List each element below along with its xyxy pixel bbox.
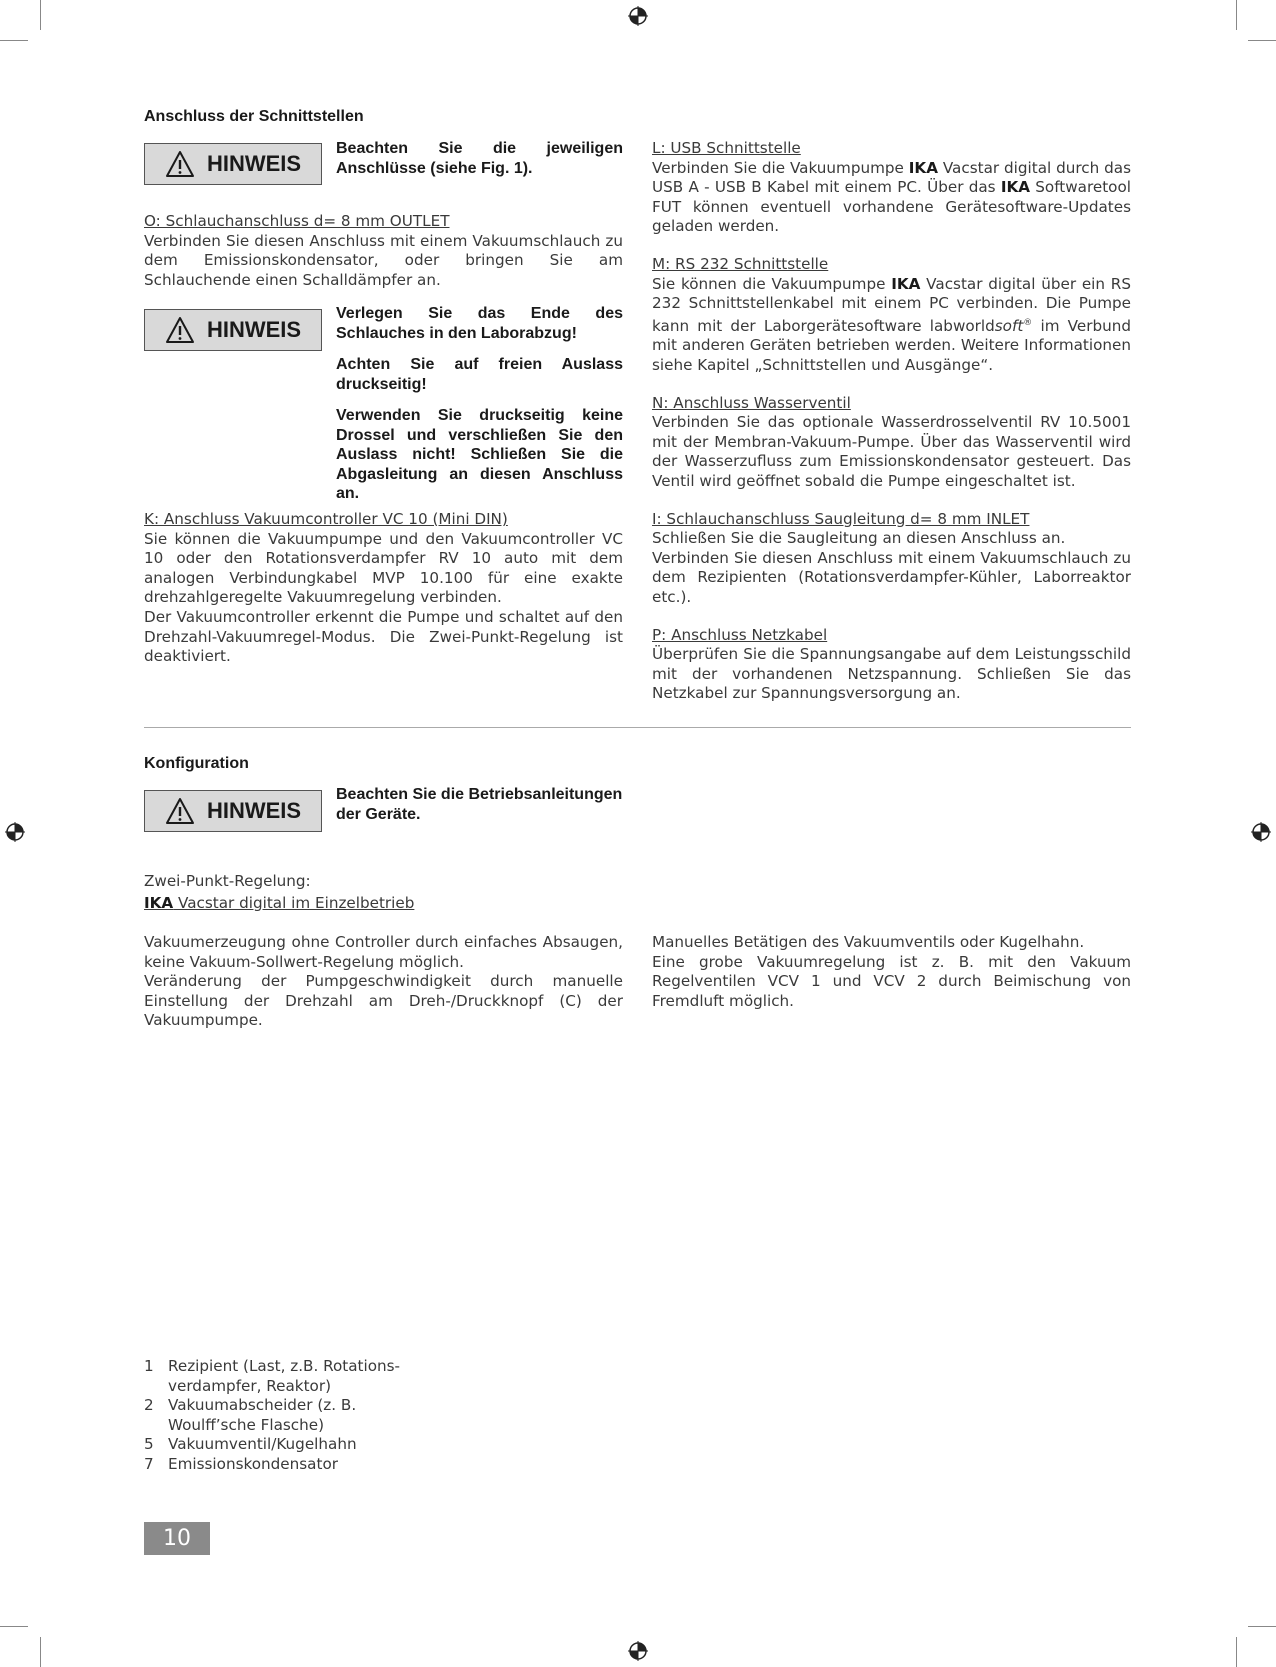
paragraph: Veränderung der Pumpgeschwindigkeit durch manuelle Einstellung der Drehzahl am Dreh-/Druckknopf (C) der Vakuumpumpe.: [144, 972, 623, 1030]
left-column: [144, 212, 623, 290]
legend-item: [144, 1357, 444, 1396]
legend-number: 5: [144, 1435, 154, 1454]
legend-text: Vakuumventil/Kugelhahn: [168, 1435, 357, 1454]
legend-number: 7: [144, 1454, 154, 1473]
legend-text: Rezipient (Last, z.B. Rotations- verdampfer, Reaktor): [168, 1357, 401, 1395]
l-text: Verbinden Sie die Vakuumpumpe IKA Vacstar digital durch das USB A - USB B Kabel mit einem PC. Über das IKA Softwaretool FUT können eventuell vorhandene Gerätesoftware-Updates geladen werden.: [652, 158, 1132, 236]
k-heading: K: Anschluss Vakuumcontroller VC 10 (Mini DIN): [144, 510, 508, 528]
paragraph: Manuelles Betätigen des Vakuumventils oder Kugelhahn.: [652, 933, 1085, 951]
l-heading: L: USB Schnittstelle: [652, 139, 801, 157]
n-heading: N: Anschluss Wasserventil: [652, 393, 851, 412]
paragraph: Eine grobe Vakuumregelung ist z. B. mit den Vakuum Regelventilen VCV 1 und VCV 2 durch Beimischung von Fremdluft möglich.: [652, 952, 1131, 1010]
p-text: Überprüfen Sie die Spannungsangabe auf dem Leistungsschild mit der vorhandenen Netzspannung. Schließen Sie das Netzkabel zur Spannungsversorgung an.: [652, 645, 1131, 703]
legend-text: Vakuumabscheider (z. B. Woulff’sche Flasche): [168, 1396, 357, 1434]
legend-number: 1: [144, 1357, 154, 1375]
legend-item: [144, 1435, 444, 1455]
o-text: Verbinden Sie diesen Anschluss mit einem Vakuumschlauch zu dem Emissionskondensator, oder bringen Sie am Schlauchende einen Schalldämpfer an.: [144, 231, 623, 289]
m-heading: M: RS 232 Schnittstelle: [652, 254, 829, 273]
hinweis-text: [336, 304, 623, 516]
subheading-block: [144, 872, 623, 913]
section-divider: [144, 727, 1131, 728]
figure-legend: [144, 1357, 444, 1475]
note-paragraph: Verlegen Sie das Ende des Schlauches in den Laborabzug!: [336, 305, 623, 342]
crop-mark: [0, 40, 28, 41]
crop-mark: [40, 1637, 41, 1667]
hinweis-label: HINWEIS: [206, 151, 302, 177]
warning-icon: [165, 150, 195, 178]
note-paragraph: Verwenden Sie druckseitig keine Drossel und verschließen Sie den Auslass nicht! Schließen Sie die Abgasleitung an diesen Anschluss an.: [336, 407, 623, 502]
hinweis-label: HINWEIS: [206, 317, 302, 343]
hinweis-box: [144, 143, 322, 185]
hinweis-text: [336, 785, 623, 836]
m-text: Sie können die Vakuumpumpe IKA Vacstar digital über ein RS 232 Schnittstellenkabel mit einem PC verbinden. Die Pumpe kann mit der Laborgerätesoftware labworldsoft® im Verbund mit anderen Geräten betrieben werden. Weitere Informationen siehe Kapitel „Schnittstellen und Ausgänge“.: [652, 274, 1132, 374]
i-heading: I: Schlauchanschluss Saugleitung d= 8 mm INLET: [652, 509, 1030, 528]
o-heading: O: Schlauchanschluss d= 8 mm OUTLET: [144, 212, 450, 230]
k-text: Sie können die Vakuumpumpe und den Vakuumcontroller VC 10 oder den Rotationsverdampfer RV 10 auto mit dem analogen Verbindungkabel MVP 10.100 für eine exakte drehzahlgeregelte Vakuumregelung verbinden.: [144, 529, 623, 607]
note-paragraph: Achten Sie auf freien Auslass druckseitig!: [336, 356, 623, 393]
warning-icon: [165, 797, 195, 825]
sub-heading-underlined: IKA Vacstar digital im Einzelbetrieb: [144, 893, 415, 912]
crop-mark: [40, 0, 41, 30]
sub-heading: Zwei-Punkt-Regelung:: [144, 872, 311, 890]
hinweis-box: [144, 309, 322, 351]
paragraph: Vakuumerzeugung ohne Controller durch einfaches Absaugen, keine Vakuum-Sollwert-Regelung möglich.: [144, 933, 623, 971]
legend-item: [144, 1455, 444, 1475]
right-column: [652, 933, 1131, 1011]
left-column: [144, 510, 623, 667]
crop-mark: [1236, 1637, 1237, 1667]
legend-text: Emissionskondensator: [168, 1454, 338, 1473]
crop-mark: [0, 1626, 28, 1627]
i-text: Schließen Sie die Saugleitung an diesen Anschluss an.: [652, 529, 1066, 548]
left-column: [144, 933, 623, 1031]
note-paragraph: Beachten Sie die jeweiligen Anschlüsse (siehe Fig. 1).: [336, 140, 623, 177]
registration-mark-icon: [628, 6, 648, 26]
page-number: [144, 1522, 210, 1555]
right-column: [652, 139, 1131, 704]
registration-mark-icon: [1251, 822, 1271, 842]
legend-item: [144, 1396, 444, 1435]
i-text: Verbinden Sie diesen Anschluss mit einem Vakuumschlauch zu dem Rezipienten (Rotationsverdampfer-Kühler, Laborreaktor etc.).: [652, 548, 1131, 606]
registration-mark-icon: [5, 822, 25, 842]
crop-mark: [1248, 40, 1276, 41]
warning-icon: [165, 316, 195, 344]
n-text: Verbinden Sie das optionale Wasserdrosselventil RV 10.5001 mit der Membran-Vakuum-Pumpe. Über das Wasserventil wird der Wasserzufluss zum Emissionskondensator gesteuert. Das Ventil wird geöffnet sobald die Pumpe eingeschaltet ist.: [652, 413, 1131, 490]
crop-mark: [1236, 0, 1237, 30]
section-title: Konfiguration: [144, 755, 249, 772]
registration-mark-icon: [628, 1641, 648, 1661]
k-text: Der Vakuumcontroller erkennt die Pumpe und schaltet auf den Drehzahl-Vakuumregel-Modus. Die Zwei-Punkt-Regelung ist deaktiviert.: [144, 607, 623, 666]
hinweis-box: [144, 790, 322, 832]
hinweis-text: [336, 139, 623, 190]
hinweis-label: HINWEIS: [206, 798, 302, 824]
p-heading: P: Anschluss Netzkabel: [652, 625, 828, 644]
legend-number: 2: [144, 1396, 154, 1415]
crop-mark: [1248, 1626, 1276, 1627]
page-number-text: 10: [163, 1526, 191, 1551]
section-title: Anschluss der Schnittstellen: [144, 108, 364, 125]
note-paragraph: Beachten Sie die Betriebsanleitungen der Geräte.: [336, 786, 623, 823]
